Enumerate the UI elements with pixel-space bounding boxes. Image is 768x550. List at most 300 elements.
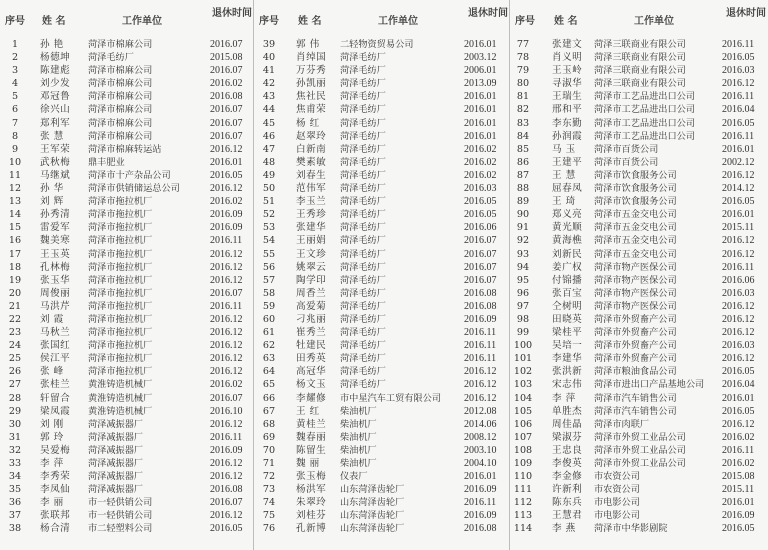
work-unit: 菏泽市五金交电公司	[594, 222, 677, 234]
table-row	[510, 365, 766, 378]
table-row	[2, 509, 253, 522]
table-row	[510, 38, 766, 51]
work-unit: 市二轻塑料公司	[88, 523, 153, 535]
work-unit: 菏泽市棉麻公司	[88, 91, 153, 103]
work-unit: 菏泽市粮油食品公司	[594, 366, 677, 378]
work-unit: 菏泽毛纺厂	[340, 169, 386, 181]
person-name: 邓冠鲁	[40, 91, 71, 103]
table-row	[510, 352, 766, 365]
person-name: 李建华	[552, 353, 583, 365]
retire-date: 2016.12	[210, 261, 243, 273]
retire-date: 2016.11	[722, 130, 755, 142]
retire-date: 2016.12	[210, 274, 243, 286]
table-row	[2, 143, 253, 156]
table-row	[2, 365, 253, 378]
work-unit: 菏泽减振器厂	[88, 484, 144, 496]
row-number: 78	[516, 52, 530, 64]
table-row	[2, 392, 253, 405]
table-row	[2, 90, 253, 103]
row-number: 50	[262, 183, 276, 195]
work-unit: 菏泽市拖拉机厂	[88, 300, 153, 312]
row-number: 93	[516, 248, 530, 260]
retire-date: 2016.01	[464, 39, 497, 50]
retire-date: 2016.05	[464, 196, 497, 208]
row-number: 48	[262, 156, 276, 168]
row-number: 84	[516, 130, 530, 142]
retire-date: 2016.04	[722, 379, 755, 391]
table-row	[2, 248, 253, 261]
retire-date: 2016.12	[210, 418, 243, 430]
work-unit: 菏泽毛纺厂	[340, 104, 386, 116]
table-row	[510, 339, 766, 352]
work-unit: 柴油机厂	[340, 405, 377, 417]
work-unit: 菏泽减振器厂	[88, 418, 144, 430]
work-unit: 菏泽毛纺厂	[340, 91, 386, 103]
table-row	[510, 274, 766, 287]
row-number: 44	[262, 104, 276, 116]
retire-date: 2016.12	[464, 366, 497, 378]
work-unit: 菏泽市拖拉机厂	[88, 235, 153, 247]
person-name: 陈东兵	[552, 497, 583, 509]
work-unit: 菏泽毛纺厂	[340, 327, 386, 339]
row-number: 38	[8, 523, 22, 535]
work-unit: 市一轻供销公司	[88, 510, 153, 522]
table-row	[510, 169, 766, 182]
retire-date: 2016.06	[722, 274, 755, 286]
row-number: 85	[516, 143, 530, 155]
retire-date: 2008.12	[464, 431, 497, 443]
work-unit: 菏泽毛纺厂	[340, 353, 386, 365]
work-unit: 山东菏泽齿轮厂	[340, 497, 405, 509]
retire-date: 2016.08	[210, 91, 243, 103]
table-row	[254, 156, 509, 169]
person-name: 陈建彪	[40, 65, 71, 77]
table-row	[510, 64, 766, 77]
row-number: 16	[8, 235, 22, 247]
person-name: 王玉英	[40, 248, 71, 260]
retire-date: 2016.02	[464, 143, 497, 155]
work-unit: 菏泽市拖拉机厂	[88, 209, 153, 221]
row-number: 81	[516, 91, 530, 103]
retire-date: 2016.01	[210, 156, 243, 168]
table-row	[254, 221, 509, 234]
row-number: 72	[262, 471, 276, 483]
person-name: 刁兆丽	[296, 313, 327, 325]
retire-date: 2016.11	[210, 300, 243, 312]
row-number: 91	[516, 222, 530, 234]
table-row	[254, 470, 509, 483]
person-name: 马洪芹	[40, 300, 71, 312]
person-name: 肖义明	[552, 52, 583, 64]
header-no: 序号	[5, 16, 25, 27]
work-unit: 菏泽市外贸工业品公司	[594, 444, 686, 456]
person-name: 王 慧	[552, 169, 576, 181]
row-number: 99	[516, 327, 530, 339]
person-name: 黄海樵	[552, 235, 583, 247]
person-name: 刘春生	[296, 169, 327, 181]
row-number: 41	[262, 65, 276, 77]
person-name: 姜广权	[552, 261, 583, 273]
work-unit: 山东菏泽齿轮厂	[340, 523, 405, 535]
retire-date: 2016.12	[210, 471, 243, 483]
work-unit: 菏泽三联商业有限公司	[594, 39, 686, 50]
table-row	[2, 234, 253, 247]
retire-date: 2016.07	[464, 248, 497, 260]
retire-date: 2016.01	[464, 130, 497, 142]
work-unit: 菏泽市饮食服务公司	[594, 196, 677, 208]
retire-date: 2016.12	[210, 143, 243, 155]
table-row	[2, 287, 253, 300]
person-name: 张国红	[40, 340, 71, 352]
row-number: 42	[262, 78, 276, 90]
retire-date: 2016.01	[722, 209, 755, 221]
retire-date: 2016.11	[464, 340, 497, 352]
retire-date: 2016.09	[210, 444, 243, 456]
retire-date: 2016.09	[210, 209, 243, 221]
row-number: 70	[262, 444, 276, 456]
retire-date: 2016.08	[464, 523, 497, 535]
person-name: 李 燕	[552, 523, 576, 535]
retire-date: 2016.02	[210, 78, 243, 90]
table-row	[510, 117, 766, 130]
person-name: 崔秀兰	[296, 327, 327, 339]
work-unit: 菏泽市外贸畜产公司	[594, 353, 677, 365]
person-name: 王军荣	[40, 143, 71, 155]
work-unit: 菏泽毛纺厂	[340, 196, 386, 208]
retire-date: 2016.03	[464, 183, 497, 195]
table-row	[510, 326, 766, 339]
work-unit: 菏泽市物产医保公司	[594, 287, 677, 299]
work-unit: 菏泽市工艺品进出口公司	[594, 91, 696, 103]
retire-date: 2016.12	[210, 510, 243, 522]
retire-date: 2016.05	[722, 196, 755, 208]
retire-date: 2013.09	[464, 78, 497, 90]
row-number: 109	[513, 458, 533, 469]
table-row	[510, 77, 766, 90]
retire-date: 2016.05	[722, 52, 755, 64]
table-row	[254, 103, 509, 116]
row-number: 56	[262, 261, 276, 273]
person-name: 张洪新	[552, 366, 583, 378]
work-unit: 菏泽市拖拉机厂	[88, 366, 153, 378]
retire-date: 2015.11	[722, 222, 755, 234]
row-number: 23	[8, 327, 22, 339]
work-unit: 菏泽毛纺厂	[340, 248, 386, 260]
table-row	[2, 352, 253, 365]
row-number: 74	[262, 497, 276, 509]
retire-date: 2016.12	[722, 248, 755, 260]
row-number: 110	[513, 471, 533, 483]
work-unit: 菏泽市物产医保公司	[594, 300, 677, 312]
table-row	[254, 483, 509, 496]
row-number: 37	[8, 510, 22, 522]
row-number: 94	[516, 261, 530, 273]
table-rows	[2, 38, 253, 536]
retire-date: 2016.07	[210, 65, 243, 77]
person-name: 郑义亮	[552, 209, 583, 221]
table-row	[510, 208, 766, 221]
table-row	[254, 248, 509, 261]
retire-date: 2015.11	[722, 484, 755, 496]
work-unit: 菏泽毛纺厂	[340, 340, 386, 352]
retire-date: 2016.12	[464, 392, 497, 404]
row-number: 104	[513, 392, 533, 404]
retire-date: 2016.12	[210, 353, 243, 365]
table-row	[254, 64, 509, 77]
person-name: 高冠华	[296, 366, 327, 378]
work-unit: 菏泽市饮食服务公司	[594, 183, 677, 195]
table-row	[254, 378, 509, 391]
table-row	[510, 444, 766, 457]
row-number: 95	[516, 274, 530, 286]
row-number: 14	[8, 209, 22, 221]
person-name: 高爱菊	[296, 300, 327, 312]
person-name: 梁桂平	[552, 327, 583, 339]
work-unit: 菏泽市拖拉机厂	[88, 222, 153, 234]
person-name: 孙 艳	[40, 39, 64, 50]
work-unit: 黄淮铸造机械厂	[88, 379, 153, 391]
table-row	[2, 195, 253, 208]
person-name: 孙秀清	[40, 209, 71, 221]
retire-date: 2016.12	[210, 366, 243, 378]
table-column-3	[510, 0, 766, 550]
row-number: 80	[516, 78, 530, 90]
person-name: 梁淑芬	[552, 431, 583, 443]
work-unit: 菏泽毛纺厂	[340, 313, 386, 325]
row-number: 75	[262, 510, 276, 522]
row-number: 62	[262, 340, 276, 352]
person-name: 魏美寒	[40, 235, 71, 247]
work-unit: 菏泽市外贸畜产公司	[594, 327, 677, 339]
table-row	[510, 483, 766, 496]
person-name: 王丽娟	[296, 235, 327, 247]
row-number: 61	[262, 327, 276, 339]
person-name: 刘 辉	[40, 196, 64, 208]
retire-date: 2016.05	[722, 405, 755, 417]
person-name: 吴爱梅	[40, 444, 71, 456]
person-name: 仝树明	[552, 300, 583, 312]
table-row	[254, 405, 509, 418]
retire-date: 2003.10	[464, 444, 497, 456]
work-unit: 菏泽市棉麻转运站	[88, 143, 162, 155]
retire-date: 2016.05	[210, 169, 243, 181]
table-row	[254, 496, 509, 509]
person-name: 张联邦	[40, 510, 71, 522]
work-unit: 菏泽三联商业有限公司	[594, 78, 686, 90]
retire-date: 2016.09	[210, 222, 243, 234]
person-name: 李东勤	[552, 117, 583, 129]
work-unit: 菏泽市十产杂品公司	[88, 169, 171, 181]
retire-date: 2016.11	[722, 444, 755, 456]
work-unit: 菏泽市拖拉机厂	[88, 248, 153, 260]
person-name: 郭 伟	[296, 39, 320, 50]
table-row	[2, 261, 253, 274]
table-row	[2, 378, 253, 391]
table-row	[510, 221, 766, 234]
retire-date: 2004.10	[464, 458, 497, 469]
person-name: 张桂兰	[40, 379, 71, 391]
work-unit: 菏泽毛纺厂	[340, 156, 386, 168]
person-name: 魏 丽	[296, 458, 320, 469]
retire-date: 2016.07	[210, 130, 243, 142]
retire-date: 2016.03	[722, 65, 755, 77]
table-row	[510, 522, 766, 535]
row-number: 33	[8, 458, 22, 469]
person-name: 郑利军	[40, 117, 71, 129]
row-number: 46	[262, 130, 276, 142]
table-row	[254, 38, 509, 51]
table-row	[2, 274, 253, 287]
header-retire: 退休时间	[726, 8, 766, 19]
person-name: 郭 玲	[40, 431, 64, 443]
table-row	[254, 287, 509, 300]
table-row	[2, 64, 253, 77]
table-header	[254, 8, 509, 30]
retire-date: 2016.03	[722, 287, 755, 299]
person-name: 李 丽	[40, 497, 64, 509]
table-row	[510, 431, 766, 444]
work-unit: 菏泽毛纺厂	[340, 261, 386, 273]
table-row	[254, 352, 509, 365]
retire-date: 2014.06	[464, 418, 497, 430]
retire-date: 2016.12	[722, 327, 755, 339]
header-name: 姓 名	[554, 16, 578, 27]
retire-date: 2016.08	[464, 287, 497, 299]
row-number: 79	[516, 65, 530, 77]
retire-date: 2016.07	[210, 39, 243, 50]
work-unit: 菏泽市外贸畜产公司	[594, 340, 677, 352]
row-number: 52	[262, 209, 276, 221]
work-unit: 菏泽市饮食服务公司	[594, 169, 677, 181]
person-name: 王文珍	[296, 248, 327, 260]
table-row	[254, 365, 509, 378]
work-unit: 山东菏泽齿轮厂	[340, 484, 405, 496]
row-number: 49	[262, 169, 276, 181]
work-unit: 菏泽市外贸畜产公司	[594, 313, 677, 325]
row-number: 24	[8, 340, 22, 352]
work-unit: 菏泽市物产医保公司	[594, 274, 677, 286]
person-name: 刘少发	[40, 78, 71, 90]
work-unit: 菏泽毛纺厂	[340, 366, 386, 378]
work-unit: 市中星汽车工贸有限公司	[340, 392, 442, 404]
row-number: 36	[8, 497, 22, 509]
row-number: 40	[262, 52, 276, 64]
row-number: 18	[8, 261, 22, 273]
table-row	[254, 77, 509, 90]
header-unit: 工作单位	[378, 16, 418, 27]
person-name: 王瑞生	[552, 91, 583, 103]
table-header	[2, 8, 253, 30]
retire-date: 2016.05	[722, 523, 755, 535]
table-row	[254, 208, 509, 221]
retire-date: 2016.10	[210, 405, 243, 417]
row-number: 29	[8, 405, 22, 417]
retire-date: 2016.02	[722, 431, 755, 443]
person-name: 张 峰	[40, 366, 64, 378]
header-no: 序号	[259, 16, 279, 27]
header-retire: 退休时间	[468, 8, 508, 19]
table-row	[254, 392, 509, 405]
retire-date: 2016.12	[210, 458, 243, 469]
row-number: 32	[8, 444, 22, 456]
retire-date: 2006.01	[464, 65, 497, 77]
retire-date: 2016.04	[722, 104, 755, 116]
work-unit: 菏泽市外贸工业品公司	[594, 458, 686, 469]
retire-date: 2016.02	[722, 458, 755, 469]
work-unit: 市农资公司	[594, 484, 640, 496]
person-name: 李秀荣	[40, 471, 71, 483]
work-unit: 菏泽毛纺厂	[340, 117, 386, 129]
row-number: 47	[262, 143, 276, 155]
row-number: 111	[513, 484, 533, 496]
table-row	[510, 51, 766, 64]
work-unit: 菏泽毛纺厂	[88, 52, 134, 64]
retire-date: 2016.01	[464, 117, 497, 129]
work-unit: 菏泽市棉麻公司	[88, 65, 153, 77]
work-unit: 菏泽市拖拉机厂	[88, 196, 153, 208]
retire-date: 2016.11	[722, 91, 755, 103]
table-row	[510, 248, 766, 261]
table-row	[254, 234, 509, 247]
table-row	[510, 496, 766, 509]
person-name: 焦社民	[296, 91, 327, 103]
work-unit: 山东菏泽齿轮厂	[340, 510, 405, 522]
table-row	[2, 470, 253, 483]
person-name: 侯江平	[40, 353, 71, 365]
table-row	[2, 169, 253, 182]
retire-date: 2016.12	[722, 78, 755, 90]
work-unit: 鼎丰肥业	[88, 156, 125, 168]
row-number: 68	[262, 418, 276, 430]
table-row	[2, 326, 253, 339]
table-column-2	[254, 0, 510, 550]
table-header	[510, 8, 766, 30]
table-row	[510, 418, 766, 431]
retire-date: 2016.06	[464, 222, 497, 234]
person-name: 付锦播	[552, 274, 583, 286]
retire-date: 2016.12	[722, 353, 755, 365]
retire-date: 2014.12	[722, 183, 755, 195]
row-number: 113	[513, 510, 533, 522]
person-name: 白新南	[296, 143, 327, 155]
row-number: 60	[262, 313, 276, 325]
retire-date: 2016.07	[464, 274, 497, 286]
person-name: 刘 刚	[40, 418, 64, 430]
work-unit: 菏泽三联商业有限公司	[594, 52, 686, 64]
work-unit: 柴油机厂	[340, 444, 377, 456]
row-number: 31	[8, 431, 22, 443]
table-row	[2, 300, 253, 313]
work-unit: 菏泽市拖拉机厂	[88, 261, 153, 273]
person-name: 梁凤霞	[40, 405, 71, 417]
person-name: 许新利	[552, 484, 583, 496]
person-name: 范伟军	[296, 183, 327, 195]
table-row	[2, 483, 253, 496]
row-number: 39	[262, 39, 276, 50]
table-row	[254, 130, 509, 143]
row-number: 69	[262, 431, 276, 443]
header-name: 姓 名	[42, 16, 66, 27]
row-number: 43	[262, 91, 276, 103]
retire-date: 2016.09	[722, 510, 755, 522]
retire-date: 2016.01	[722, 143, 755, 155]
header-no: 序号	[515, 16, 535, 27]
retire-date: 2016.12	[210, 340, 243, 352]
table-row	[2, 444, 253, 457]
work-unit: 菏泽市拖拉机厂	[88, 353, 153, 365]
work-unit: 市农资公司	[594, 471, 640, 483]
retire-date: 2016.12	[210, 183, 243, 195]
